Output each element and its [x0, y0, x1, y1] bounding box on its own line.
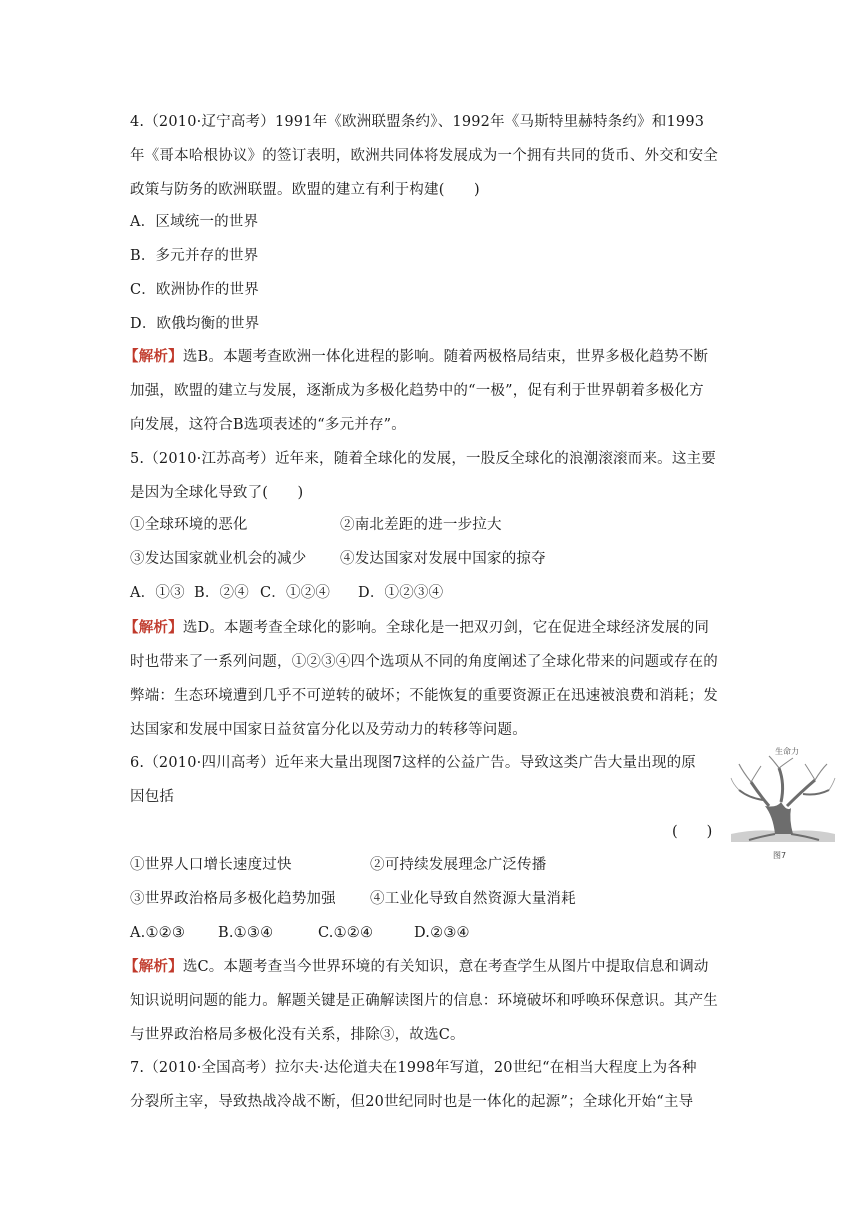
- q5-analysis-text-1: 选D。本题考查全球化的影响。全球化是一把双刃剑，它在促进全球经济发展的同: [182, 620, 710, 636]
- q5-statement-4: ④发达国家对发展中国家的掠夺: [340, 551, 546, 567]
- q6-answer-paren: ( ): [672, 824, 713, 840]
- analysis-tag: 【解析】: [124, 958, 183, 975]
- q5-choice-c: C．①②④: [260, 585, 331, 601]
- q5-statement-3: ③发达国家就业机会的减少: [130, 551, 307, 567]
- q4-analysis-line-1: [124, 347, 708, 367]
- q7-stem-line-1: 7.（2010·全国高考）拉尔夫·达伦道夫在1998年写道，20世纪“在相当大程度上为各种: [130, 1060, 697, 1076]
- q5-stem-line-2: 是因为全球化导致了( ): [130, 485, 304, 501]
- q6-stem-line-2: 因包括: [130, 789, 175, 805]
- q5-analysis-line-1: [124, 618, 709, 638]
- q6-choice-b: B.①③④: [218, 925, 274, 941]
- q4-analysis-text-1: 选B。本题考查欧洲一体化进程的影响。随着两极格局结束，世界多极化趋势不断: [182, 349, 709, 365]
- q6-statement-3: ③世界政治格局多极化趋势加强: [130, 891, 336, 907]
- q6-choices-row: [130, 923, 470, 943]
- q5-choices-row: [130, 583, 443, 603]
- q6-stem-line-1: 6.（2010·四川高考）近年来大量出现图7这样的公益广告。导致这类广告大量出现的原: [130, 755, 696, 771]
- q4-analysis-line-3: 向发展，这符合B选项表述的“多元并存”。: [130, 417, 406, 433]
- q6-statement-4: ④工业化导致自然资源大量消耗: [370, 891, 576, 907]
- q6-analysis-line-3: 与世界政治格局多极化没有关系，排除③，故选C。: [130, 1027, 465, 1043]
- q7-stem-line-2: 分裂所主宰，导致热战冷战不断，但20世纪同时也是一体化的起源”；全球化开始“主导: [130, 1094, 694, 1110]
- figure-title: 生命力: [775, 747, 799, 756]
- q6-choice-c: C.①②④: [318, 925, 374, 941]
- q4-option-b: B．多元并存的世界: [130, 248, 259, 264]
- q6-figure-tree-illustration: [729, 742, 837, 862]
- analysis-tag: 【解析】: [124, 619, 183, 636]
- q6-choice-d: D.②③④: [414, 925, 470, 941]
- q5-stem-line-1: 5.（2010·江苏高考）近年来，随着全球化的发展，一股反全球化的浪潮滚滚而来。这主要: [130, 451, 716, 467]
- q4-option-c: C．欧洲协作的世界: [130, 282, 259, 298]
- q5-statement-2: ②南北差距的进一步拉大: [340, 517, 502, 533]
- figure-caption: 图7: [773, 851, 787, 860]
- q6-analysis-line-1: [124, 957, 709, 977]
- q5-statement-1: ①全球环境的恶化: [130, 517, 248, 533]
- q6-statement-row-1: [130, 855, 547, 875]
- q5-statement-row-2: [130, 549, 546, 569]
- q6-choice-a: A.①②③: [130, 925, 186, 941]
- q6-statement-row-2: [130, 889, 576, 909]
- q6-analysis-line-2: 知识说明问题的能力。解题关键是正确解读图片的信息：环境破坏和呼唤环保意识。其产生: [130, 993, 718, 1009]
- q4-stem-line-3: 政策与防务的欧洲联盟。欧盟的建立有利于构建( ): [130, 182, 480, 198]
- analysis-tag: 【解析】: [124, 348, 183, 365]
- q4-stem-line-2: 年《哥本哈根协议》的签订表明，欧洲共同体将发展成为一个拥有共同的货币、外交和安全: [130, 148, 718, 164]
- q5-choice-d: D．①②③④: [358, 585, 444, 601]
- q5-analysis-line-3: 弊端：生态环境遭到几乎不可逆转的破坏；不能恢复的重要资源正在迅速被浪费和消耗；发: [130, 688, 718, 704]
- q4-analysis-line-2: 加强，欧盟的建立与发展，逐渐成为多极化趋势中的“一极”，促有利于世界朝着多极化方: [130, 383, 704, 399]
- q4-option-d: D．欧俄均衡的世界: [130, 316, 260, 332]
- q5-analysis-line-4: 达国家和发展中国家日益贫富分化以及劳动力的转移等问题。: [130, 722, 527, 738]
- q5-statement-row-1: [130, 515, 502, 535]
- q6-analysis-text-1: 选C。本题考查当今世界环境的有关知识，意在考查学生从图片中提取信息和调动: [182, 959, 709, 975]
- tree-illustration-image: [729, 742, 837, 862]
- q5-analysis-line-2: 时也带来了一系列问题，①②③④四个选项从不同的角度阐述了全球化带来的问题或存在的: [130, 654, 718, 670]
- q6-statement-2: ②可持续发展理念广泛传播: [370, 857, 547, 873]
- q4-stem-line-1: 4.（2010·辽宁高考）1991年《欧洲联盟条约》、1992年《马斯特里赫特条约》和1993: [130, 114, 705, 130]
- q6-statement-1: ①世界人口增长速度过快: [130, 857, 292, 873]
- q5-choice-a: A．①③: [130, 585, 185, 601]
- q4-option-a: A．区域统一的世界: [130, 214, 259, 230]
- q5-choice-b: B．②④: [194, 585, 249, 601]
